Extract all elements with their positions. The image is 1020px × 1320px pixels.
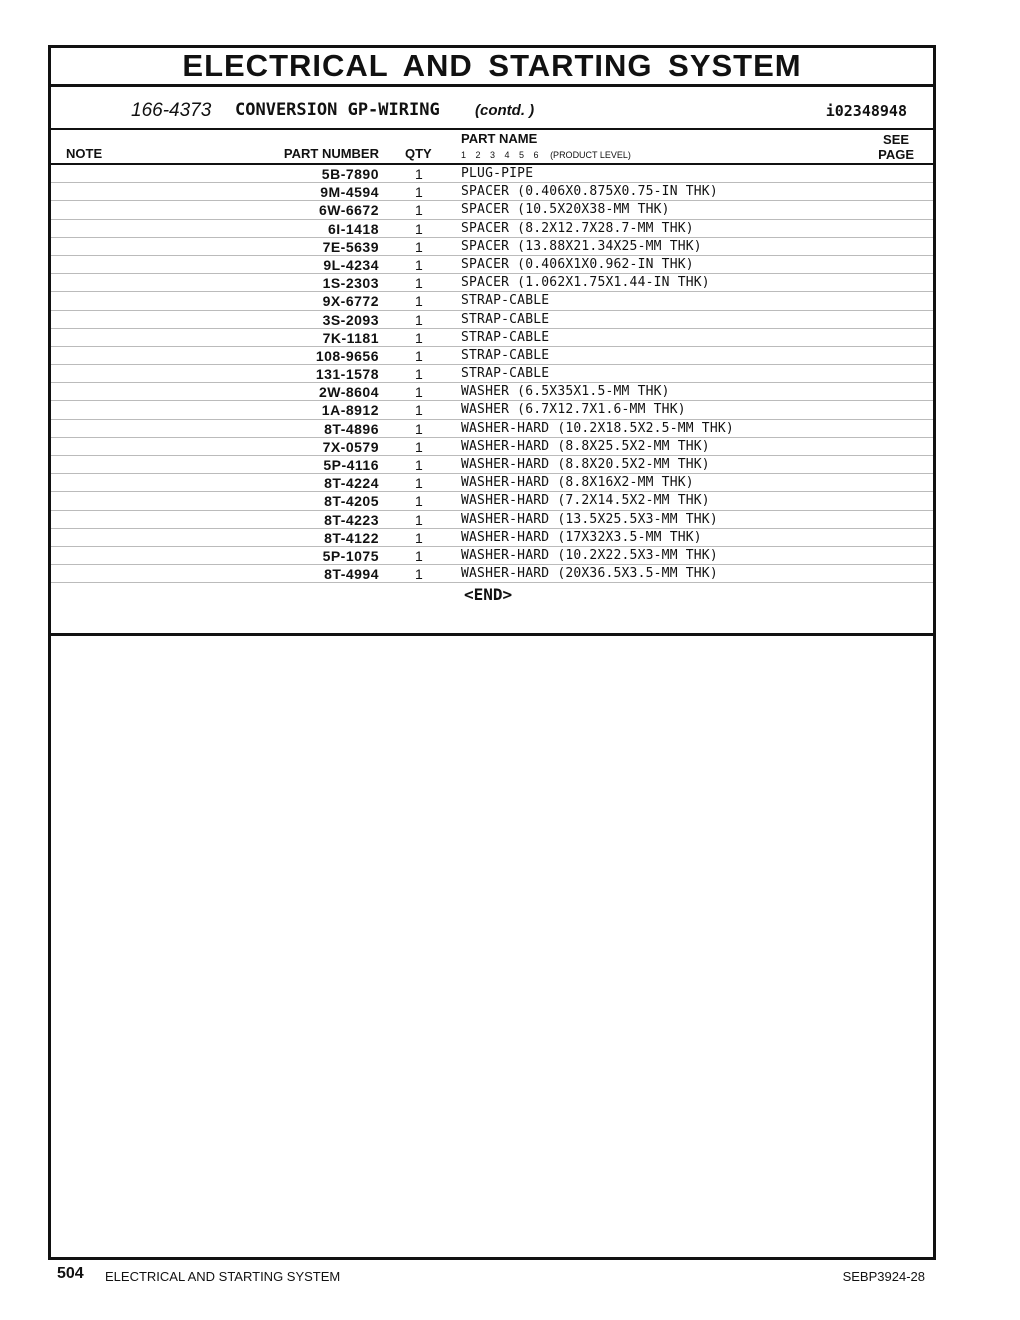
part-number-cell: 1A-8912 <box>321 402 379 419</box>
part-number-cell: 1S-2303 <box>322 275 379 292</box>
part-name-cell: STRAP-CABLE <box>461 366 550 382</box>
part-name-cell: WASHER-HARD (8.8X25.5X2-MM THK) <box>461 438 710 454</box>
section-title-bar <box>51 48 933 87</box>
qty-cell: 1 <box>415 256 423 273</box>
qty-cell: 1 <box>415 402 423 419</box>
part-number-cell: 5P-1075 <box>322 547 379 564</box>
part-name-cell: SPACER (10.5X20X38-MM THK) <box>461 202 670 218</box>
part-name-cell: SPACER (8.2X12.7X28.7-MM THK) <box>461 220 694 236</box>
table-row <box>51 420 933 438</box>
qty-cell: 1 <box>415 347 423 364</box>
footer-page-number: 504 <box>57 1265 84 1282</box>
group-number: 166-4373 <box>131 100 212 121</box>
group-continued-label: (contd. ) <box>475 102 535 119</box>
product-level-label: (PRODUCT LEVEL) <box>550 150 631 160</box>
part-name-cell: WASHER-HARD (7.2X14.5X2-MM THK) <box>461 493 710 509</box>
end-marker: <END> <box>464 585 513 605</box>
header-see: SEE <box>883 132 910 147</box>
part-name-cell: WASHER-HARD (17X32X3.5-MM THK) <box>461 529 702 545</box>
table-row <box>51 474 933 492</box>
parts-table-body <box>51 165 933 583</box>
part-number-cell: 9M-4594 <box>320 184 379 201</box>
part-number-cell: 7K-1181 <box>322 329 379 346</box>
product-level-numbers: 1 2 3 4 5 6 <box>461 150 539 160</box>
part-name-cell: WASHER-HARD (13.5X25.5X3-MM THK) <box>461 511 718 527</box>
part-number-cell: 6W-6672 <box>318 202 379 219</box>
table-row <box>51 511 933 529</box>
part-number-cell: 7X-0579 <box>322 438 379 455</box>
qty-cell: 1 <box>415 547 423 564</box>
header-part-number: PART NUMBER <box>283 146 379 161</box>
table-row <box>51 256 933 274</box>
table-row <box>51 165 933 183</box>
table-row <box>51 456 933 474</box>
header-qty: QTY <box>405 146 432 161</box>
group-illustration-id: i02348948 <box>825 102 907 120</box>
part-name-cell: WASHER-HARD (8.8X20.5X2-MM THK) <box>461 457 710 472</box>
table-row <box>51 365 933 383</box>
group-header <box>51 87 933 130</box>
qty-cell: 1 <box>415 475 423 492</box>
part-name-cell: WASHER-HARD (8.8X16X2-MM THK) <box>461 475 694 491</box>
part-name-cell: WASHER-HARD (10.2X22.5X3-MM THK) <box>461 547 718 563</box>
part-name-cell: SPACER (1.062X1.75X1.44-IN THK) <box>461 275 710 291</box>
part-number-cell: 9L-4234 <box>323 256 379 273</box>
part-name-cell: WASHER-HARD (20X36.5X3.5-MM THK) <box>461 566 718 582</box>
table-row <box>51 329 933 347</box>
table-row <box>51 401 933 419</box>
qty-cell: 1 <box>415 166 423 182</box>
footer-document-id: SEBP3924-28 <box>842 1269 925 1284</box>
table-row <box>51 529 933 547</box>
table-row <box>51 383 933 401</box>
part-name-cell: WASHER (6.5X35X1.5-MM THK) <box>461 384 670 400</box>
parts-page-frame <box>48 45 936 1260</box>
qty-cell: 1 <box>415 311 423 328</box>
part-number-cell: 8T-4224 <box>324 475 379 492</box>
part-number-cell: 8T-4122 <box>324 529 379 546</box>
part-name-cell: SPACER (13.88X21.34X25-MM THK) <box>461 238 702 254</box>
qty-cell: 1 <box>415 420 423 437</box>
footer-section-name: ELECTRICAL AND STARTING SYSTEM <box>105 1269 341 1284</box>
part-number-cell: 5B-7890 <box>321 166 379 182</box>
qty-cell: 1 <box>415 438 423 455</box>
qty-cell: 1 <box>415 529 423 546</box>
qty-cell: 1 <box>415 184 423 201</box>
header-part-name: PART NAME <box>461 131 538 146</box>
table-row <box>51 438 933 456</box>
qty-cell: 1 <box>415 493 423 510</box>
table-header <box>51 130 933 165</box>
part-number-cell: 2W-8604 <box>318 384 379 401</box>
part-name-cell: SPACER (0.406X0.875X0.75-IN THK) <box>461 184 718 200</box>
part-number-cell: 8T-4223 <box>324 511 379 528</box>
part-name-cell: PLUG-PIPE <box>461 166 534 181</box>
table-row <box>51 565 933 583</box>
end-of-list-area <box>51 583 933 636</box>
qty-cell: 1 <box>415 511 423 528</box>
part-number-cell: 6I-1418 <box>328 220 379 237</box>
qty-cell: 1 <box>415 366 423 383</box>
part-name-cell: STRAP-CABLE <box>461 347 550 363</box>
part-number-cell: 108-9656 <box>315 347 379 364</box>
qty-cell: 1 <box>415 384 423 401</box>
qty-cell: 1 <box>415 220 423 237</box>
part-number-cell: 3S-2093 <box>322 311 379 328</box>
part-name-cell: STRAP-CABLE <box>461 329 550 345</box>
section-title: ELECTRICAL AND STARTING SYSTEM <box>182 48 802 83</box>
table-row <box>51 274 933 292</box>
table-row <box>51 311 933 329</box>
qty-cell: 1 <box>415 293 423 310</box>
header-product-levels <box>461 150 631 160</box>
part-number-cell: 8T-4896 <box>324 420 379 437</box>
part-number-cell: 8T-4994 <box>324 566 379 583</box>
table-row <box>51 547 933 565</box>
part-number-cell: 9X-6772 <box>322 293 379 310</box>
part-name-cell: WASHER (6.7X12.7X1.6-MM THK) <box>461 402 686 418</box>
part-number-cell: 7E-5639 <box>322 238 379 255</box>
qty-cell: 1 <box>415 275 423 292</box>
part-number-cell: 5P-4116 <box>323 457 379 473</box>
qty-cell: 1 <box>415 202 423 219</box>
table-row <box>51 347 933 365</box>
table-row <box>51 183 933 201</box>
header-page: PAGE <box>878 147 914 162</box>
table-row <box>51 220 933 238</box>
group-name: CONVERSION GP-WIRING <box>235 100 440 120</box>
qty-cell: 1 <box>415 329 423 346</box>
part-name-cell: WASHER-HARD (10.2X18.5X2.5-MM THK) <box>461 420 734 436</box>
table-row <box>51 201 933 219</box>
qty-cell: 1 <box>415 238 423 255</box>
part-name-cell: SPACER (0.406X1X0.962-IN THK) <box>461 256 694 272</box>
qty-cell: 1 <box>415 566 423 583</box>
part-number-cell: 131-1578 <box>315 366 379 383</box>
qty-cell: 1 <box>415 457 423 473</box>
header-note: NOTE <box>66 146 103 161</box>
part-name-cell: STRAP-CABLE <box>461 293 550 309</box>
table-row <box>51 238 933 256</box>
table-row <box>51 292 933 310</box>
part-number-cell: 8T-4205 <box>324 493 379 510</box>
part-name-cell: STRAP-CABLE <box>461 311 550 327</box>
header-see-page <box>878 132 914 162</box>
table-row <box>51 492 933 510</box>
